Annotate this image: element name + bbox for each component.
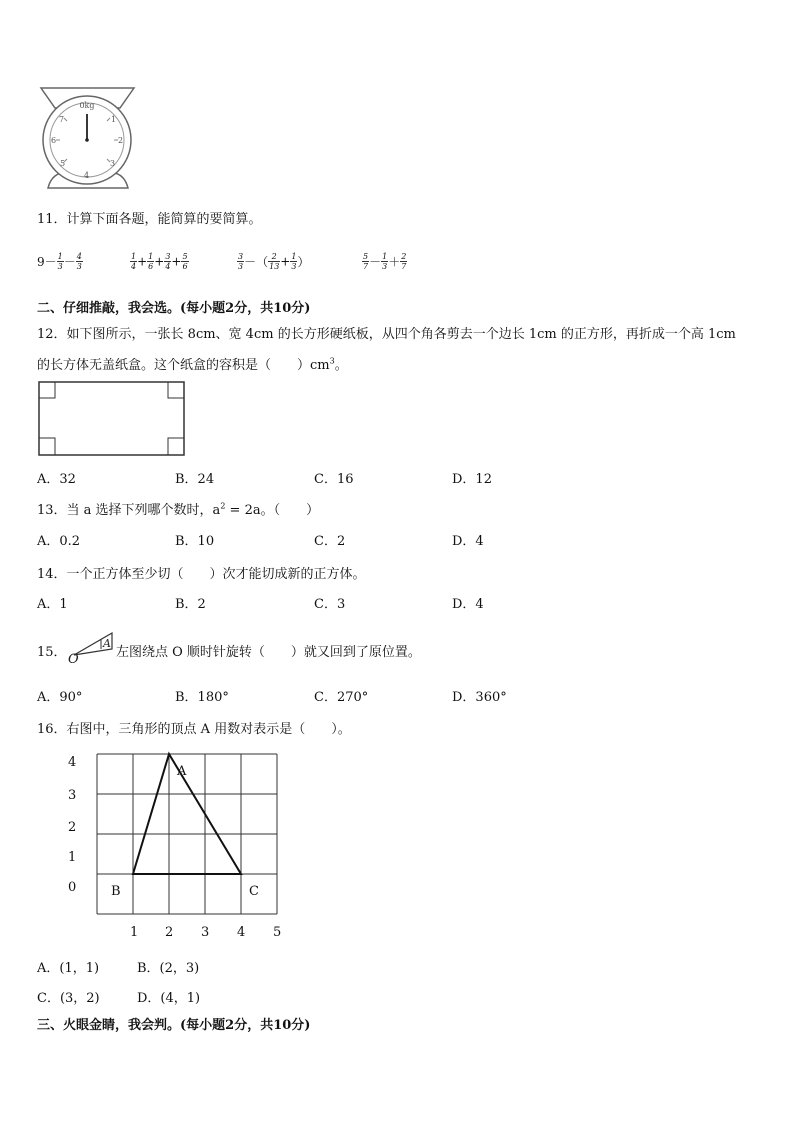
- q16-stem: 16．右图中，三角形的顶点 A 用数对表示是（ ）。: [37, 722, 351, 737]
- scale-number-1: 1: [111, 115, 117, 124]
- section-2-heading: 二、仔细推敲，我会选。(每小题2分，共10分): [37, 301, 311, 316]
- q14-option-a[interactable]: A．1: [37, 597, 68, 612]
- scale-number-5: 5: [60, 159, 66, 168]
- q14-option-c[interactable]: C．3: [314, 597, 346, 612]
- x-tick-2: 2: [165, 925, 174, 940]
- q12-option-a[interactable]: A．32: [37, 472, 76, 487]
- q13-option-d[interactable]: D．4: [452, 534, 484, 549]
- x-tick-3: 3: [201, 925, 210, 940]
- q15-label-o: O: [68, 652, 79, 665]
- x-tick-1: 1: [130, 925, 139, 940]
- q11-expr-2: $\frac{1}{4}$ + $\frac{1}{6}$ + $\frac{3}{4}$ + $\frac{5}{6}$: [131, 252, 188, 271]
- q11-expr-1: 9－ $\frac{1}{3}$ － $\frac{4}{3}$: [37, 252, 82, 271]
- q15-number: 15．: [37, 645, 67, 660]
- vertex-label-c: C: [249, 884, 259, 899]
- q13-stem: 13．当 a 选择下列哪个数时，$a^2 = 2a$。（ ）: [37, 501, 320, 518]
- vertex-label-b: B: [111, 884, 121, 899]
- x-tick-5: 5: [273, 925, 282, 940]
- q16-option-a[interactable]: A．(1，1): [37, 961, 100, 976]
- y-tick-1: 1: [68, 850, 77, 865]
- rotation-triangle-figure: [66, 629, 116, 665]
- kitchen-scale-figure: [38, 84, 138, 194]
- y-tick-3: 3: [68, 788, 77, 803]
- q15-option-a[interactable]: A．90°: [37, 690, 83, 705]
- q11-stem: 11．计算下面各题，能简算的要简算。: [37, 212, 262, 227]
- q11-expr-4: $\frac{5}{7}$ － $\frac{1}{3}$ ＋ $\frac{2}{7}$: [363, 252, 407, 271]
- q16-option-c[interactable]: C．(3，2): [37, 991, 100, 1006]
- q12-option-d[interactable]: D．12: [452, 472, 492, 487]
- x-tick-4: 4: [237, 925, 246, 940]
- scale-number-4: 4: [84, 171, 90, 180]
- coordinate-grid-figure: [60, 748, 300, 940]
- q15-option-d[interactable]: D．360°: [452, 690, 507, 705]
- q12-option-b[interactable]: B．24: [175, 472, 215, 487]
- q12-stem-line-2: 的长方体无盖纸盒。这个纸盒的容积是（ ）$cm^3$。: [37, 356, 348, 373]
- q13-option-a[interactable]: A．0.2: [37, 534, 81, 549]
- q14-option-b[interactable]: B．2: [175, 597, 206, 612]
- q15-option-b[interactable]: B．180°: [175, 690, 229, 705]
- y-tick-4: 4: [68, 755, 77, 770]
- q15-label-a: A: [103, 637, 111, 650]
- section-3-heading: 三、火眼金睛，我会判。(每小题2分，共10分): [37, 1018, 311, 1033]
- q14-stem: 14．一个正方体至少切（ ）次才能切成新的正方体。: [37, 567, 366, 582]
- q15-stem: 左图绕点 O 顺时针旋转（ ）就又回到了原位置。: [116, 645, 421, 660]
- q15-option-c[interactable]: C．270°: [314, 690, 369, 705]
- q14-option-d[interactable]: D．4: [452, 597, 484, 612]
- y-tick-0: 0: [68, 880, 77, 895]
- triangle-abc: [133, 754, 241, 874]
- q13-option-c[interactable]: C．2: [314, 534, 346, 549]
- scale-zero-label: 0kg: [79, 101, 95, 110]
- q16-option-b[interactable]: B．(2，3): [137, 961, 200, 976]
- q12-option-c[interactable]: C．16: [314, 472, 354, 487]
- cardboard-figure: [38, 381, 186, 457]
- q12-stem-line-1: 12．如下图所示，一张长 8cm、宽 4cm 的长方形硬纸板，从四个角各剪去一个边长 1cm 的正方形，再折成一个高 1cm: [37, 327, 736, 342]
- q16-option-d[interactable]: D．(4，1): [137, 991, 201, 1006]
- vertex-label-a: A: [177, 764, 187, 779]
- q13-option-b[interactable]: B．10: [175, 534, 215, 549]
- y-tick-2: 2: [68, 820, 77, 835]
- scale-number-7: 7: [59, 115, 65, 124]
- scale-number-3: 3: [110, 159, 116, 168]
- q11-expr-3: $\frac{3}{3}$ －（ $\frac{2}{13}$ + $\frac{1}{3}$ ）: [238, 252, 310, 271]
- scale-number-6: 6: [51, 136, 57, 145]
- scale-number-2: 2: [118, 136, 124, 145]
